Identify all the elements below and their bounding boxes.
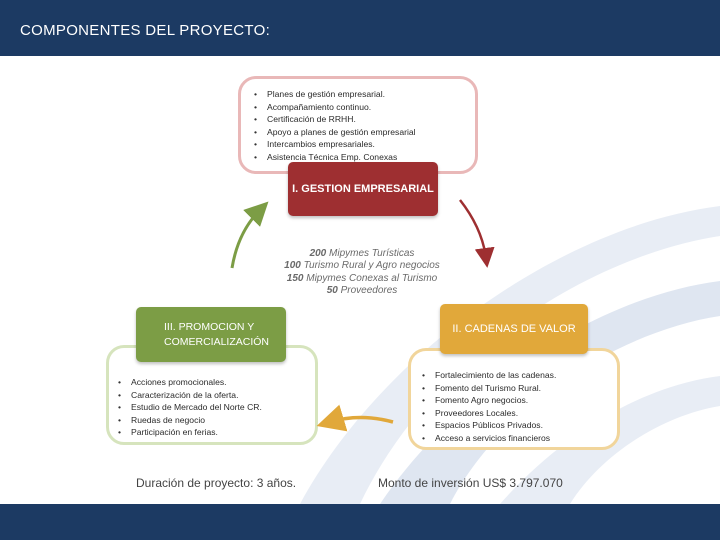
list-item: • Proveedores Locales. [435,407,607,420]
arrow-cadenas-to-promocion [330,418,393,423]
footer-bar [0,504,720,540]
beneficiary-line: 50 Proveedores [326,285,398,297]
list-item: • Fomento Agro negocios. [435,394,607,407]
list-item: • Estudio de Mercado del Norte CR. [131,401,305,414]
list-item: • Certificación de RRHH. [267,113,465,126]
page-title: COMPONENTES DEL PROYECTO: [20,22,271,39]
list-item: • Participación en ferias. [131,426,305,439]
promocion-title-line2: COMERCIALIZACIÓN [164,336,270,348]
arrow-gestion-to-cadenas [460,200,486,258]
beneficiary-line: 200 Mipymes Turísticas [309,248,415,259]
gestion-empresarial-box: I. GESTION EMPRESARIAL [288,162,438,216]
promocion-title-line1: III. PROMOCION Y [164,321,255,333]
list-item: • Acceso a servicios financieros [435,432,607,445]
list-item: • Ruedas de negocio [131,414,305,427]
arrow-promocion-to-gestion [232,210,260,268]
investment-amount: Monto de inversión US$ 3.797.070 [378,476,563,490]
project-duration: Duración de proyecto: 3 años. [136,476,297,490]
list-item: • Intercambios empresariales. [267,138,465,151]
list-item: • Fomento del Turismo Rural. [435,382,607,395]
list-item: • Espacios Públicos Privados. [435,419,607,432]
list-item: • Acciones promocionales. [131,376,305,389]
list-item: • Apoyo a planes de gestión empresarial [267,126,465,139]
list-item: • Caracterización de la oferta. [131,389,305,402]
list-item: • Asistencia Técnica Emp. Conexas [267,151,465,164]
list-item: • Acompañamiento continuo. [267,101,465,114]
list-item: • Fortalecimiento de las cadenas. [435,369,607,382]
cadenas-de-valor-box: II. CADENAS DE VALOR [440,304,588,354]
beneficiaries-summary [262,248,462,298]
beneficiary-line: 150 Mipymes Conexas al Turismo [286,272,438,284]
list-item: • Planes de gestión empresarial. [267,88,465,101]
beneficiary-line: 100 Turismo Rural y Agro negocios [284,260,440,272]
